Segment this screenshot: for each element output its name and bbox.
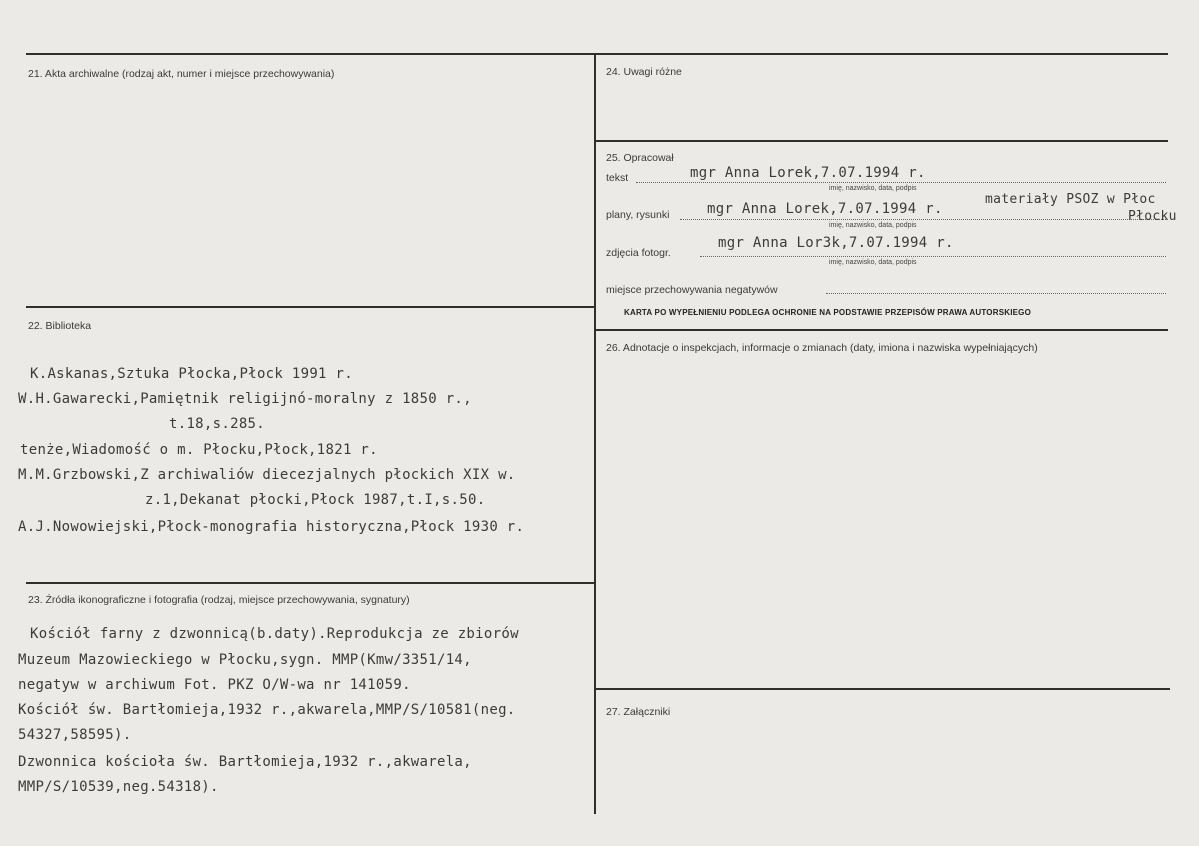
copyright-notice: KARTA PO WYPEŁNIENIU PODLEGA OCHRONIE NA PODSTAWIE PRZEPISÓW PRAWA AUTORSKIEGO bbox=[624, 308, 1032, 317]
bibliography-line: K.Askanas,Sztuka Płocka,Płock 1991 r. bbox=[30, 366, 353, 382]
miejsce-dotted-line bbox=[826, 293, 1166, 294]
zdjecia-value: mgr Anna Lor3k,7.07.1994 r. bbox=[718, 235, 954, 251]
bibliography-line: M.M.Grzbowski,Z archiwaliów diecezjalnych płockich XIX w. bbox=[18, 467, 516, 483]
section-24-label: 24. Uwagi różne bbox=[606, 66, 682, 78]
section-25-label: 25. Opracował bbox=[606, 152, 674, 164]
zdjecia-sublabel: imię, nazwisko, data, podpis bbox=[829, 259, 917, 266]
bibliography-line: tenże,Wiadomość o m. Płocku,Płock,1821 r. bbox=[20, 442, 378, 458]
rule-25-26 bbox=[596, 329, 1168, 331]
iconography-line: negatyw w archiwum Fot. PKZ O/W-wa nr 141059. bbox=[18, 677, 411, 693]
rule-26-27 bbox=[596, 688, 1170, 690]
zdjecia-label: zdjęcia fotogr. bbox=[606, 247, 671, 259]
rule-21-22 bbox=[26, 306, 596, 308]
miejsce-label: miejsce przechowywania negatywów bbox=[606, 284, 778, 296]
tekst-value: mgr Anna Lorek,7.07.1994 r. bbox=[690, 165, 926, 181]
tekst-dotted-line bbox=[636, 182, 1166, 183]
section-22-label: 22. Biblioteka bbox=[28, 320, 92, 332]
iconography-line: Kościół św. Bartłomieja,1932 r.,akwarela,MMP/S/10581(neg. bbox=[18, 702, 516, 718]
zdjecia-dotted-line bbox=[700, 256, 1166, 257]
bibliography-line: W.H.Gawarecki,Pamiętnik religijnó-moralny z 1850 r., bbox=[18, 391, 472, 407]
plany-value: mgr Anna Lorek,7.07.1994 r. bbox=[707, 201, 943, 217]
plany-extra: Płocku bbox=[1128, 209, 1177, 224]
plany-dotted-line bbox=[680, 219, 1166, 220]
iconography-line: MMP/S/10539,neg.54318). bbox=[18, 779, 219, 795]
plany-extra: materiały PSOZ w Płoc bbox=[985, 192, 1156, 207]
rule-22-23 bbox=[26, 582, 596, 584]
iconography-line: Muzeum Mazowieckiego w Płocku,sygn. MMP(Kmw/3351/14, bbox=[18, 652, 472, 668]
iconography-line: Kościół farny z dzwonnicą(b.daty).Reprodukcja ze zbiorów bbox=[30, 626, 519, 642]
tekst-sublabel: imię, nazwisko, data, podpis bbox=[829, 185, 917, 192]
bibliography-line: A.J.Nowowiejski,Płock-monografia historyczna,Płock 1930 r. bbox=[18, 519, 525, 535]
section-23-label: 23. Źródła ikonograficzne i fotografia (rodzaj, miejsce przechowywania, sygnatury) bbox=[28, 594, 410, 606]
rule-24-25 bbox=[596, 140, 1168, 142]
plany-label: plany, rysunki bbox=[606, 209, 670, 221]
center-divider bbox=[594, 53, 596, 814]
iconography-line: 54327,58595). bbox=[18, 727, 132, 743]
top-rule bbox=[26, 53, 1168, 55]
section-27-label: 27. Załączniki bbox=[606, 706, 671, 718]
section-21-label: 21. Akta archiwalne (rodzaj akt, numer i miejsce przechowywania) bbox=[28, 68, 335, 80]
bibliography-line: t.18,s.285. bbox=[169, 416, 266, 432]
tekst-label: tekst bbox=[606, 172, 629, 184]
section-26-label: 26. Adnotacje o inspekcjach, informacje o zmianach (daty, imiona i nazwiska wypełniających) bbox=[606, 342, 1038, 354]
bibliography-line: z.1,Dekanat płocki,Płock 1987,t.I,s.50. bbox=[145, 492, 486, 508]
plany-sublabel: imię, nazwisko, data, podpis bbox=[829, 222, 917, 229]
iconography-line: Dzwonnica kościoła św. Bartłomieja,1932 r.,akwarela, bbox=[18, 754, 472, 770]
